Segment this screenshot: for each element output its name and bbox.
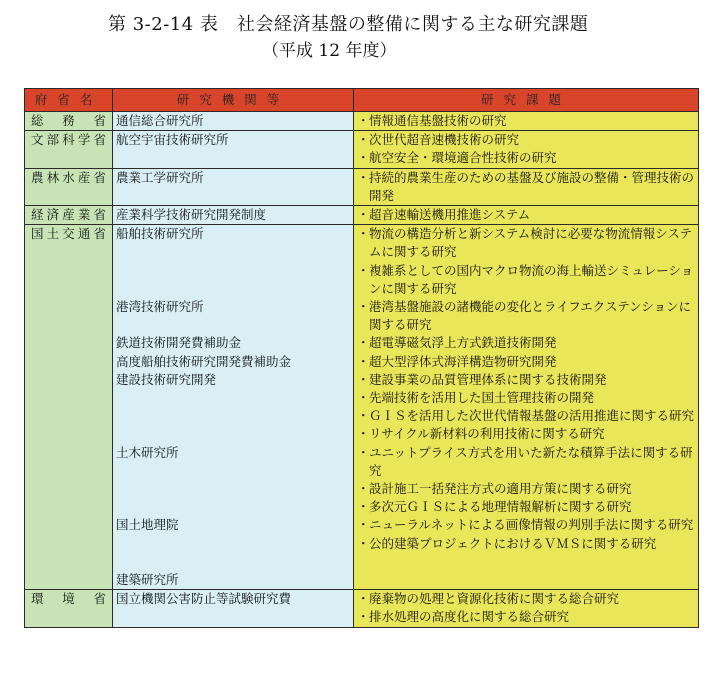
table-row — [25, 168, 699, 205]
topic-cell: ・ 情報通信基盤技術の研究 — [354, 112, 699, 131]
ministry-cell: 総務省 — [25, 112, 113, 131]
institution-cell: 産業科学技術研究開発制度 — [113, 206, 354, 225]
table-title: 第 3-2-14 表 社会経済基盤の整備に関する主な研究課題 — [108, 14, 589, 35]
ministry-cell: 文部科学省 — [25, 131, 113, 168]
table-row — [25, 112, 699, 131]
topic-cell: ・ 次世代超音速機技術の研究 ・ 航空安全・環境適合性技術の研究 — [354, 131, 699, 168]
institution-cell: 農業工学研究所 — [113, 168, 354, 205]
ministry-cell: 経済産業省 — [25, 206, 113, 225]
table-row — [25, 590, 699, 627]
topic-cell: ・ 持続的農業生産のための基盤及び施設の整備・管理技術の開発 — [354, 168, 699, 205]
table-row — [25, 206, 699, 225]
institution-cell: 国立機関公害防止等試験研究費 — [113, 590, 354, 627]
institution-cell: 通信総合研究所 — [113, 112, 354, 131]
research-table — [24, 88, 699, 628]
topic-cell: ・ 超音速輸送機用推進システム — [354, 206, 699, 225]
institution-cell: 航空宇宙技術研究所 — [113, 131, 354, 168]
header-ministry: 府省名 — [25, 89, 113, 112]
header-row — [25, 89, 699, 112]
header-topic: 研究課題 — [354, 89, 699, 112]
table-row — [25, 225, 699, 590]
topic-cell: ・ 物流の構造分析と新システム検討に必要な物流情報システムに関する研究 ・ 複雑系としての国内マクロ物流の海上輸送シミュレーションに関する研究 ・ 港湾基盤施設の諸機能の変化とライフエクステンションに関する研究 ・ 超電導磁気浮上方式鉄道技術開発 ・ 超大型浮体式海洋構造物研究開発 ・ 建設事業の品質管理体系に関する技術開発 ・ 先端技術を活用した国土管理技術の開発 ・ ＧＩＳを活用した次世代情報基盤の活用推進に関する研究 ・ リサイクル新材料の利用技術に関する研究 ・ ユニットプライス方式を用いた新たな積算手法に関する研究 ・ 設計施工一括発注方式の適用方策に関する研究 ・ 多次元ＧＩＳによる地理情報解析に関する研究 ・ ニューラルネットによる画像情報の判別手法に関する研究 ・ 公的建築プロジェクトにおけるＶＭＳに関する研究 — [354, 225, 699, 590]
ministry-cell: 環境省 — [25, 590, 113, 627]
table-subtitle: （平成 12 年度） — [262, 41, 397, 61]
header-institution: 研究機関等 — [113, 89, 354, 112]
topic-cell: ・ 廃棄物の処理と資源化技術に関する総合研究 ・ 排水処理の高度化に関する総合研究 — [354, 590, 699, 627]
table-row — [25, 131, 699, 168]
institution-cell: 船舶技術研究所 港湾技術研究所 鉄道技術開発費補助金 高度船舶技術研究開発費補助金 建設技術研究開発 土木研究所 国土地理院 建築研究所 — [113, 225, 354, 590]
ministry-cell: 国土交通省 — [25, 225, 113, 590]
ministry-cell: 農林水産省 — [25, 168, 113, 205]
